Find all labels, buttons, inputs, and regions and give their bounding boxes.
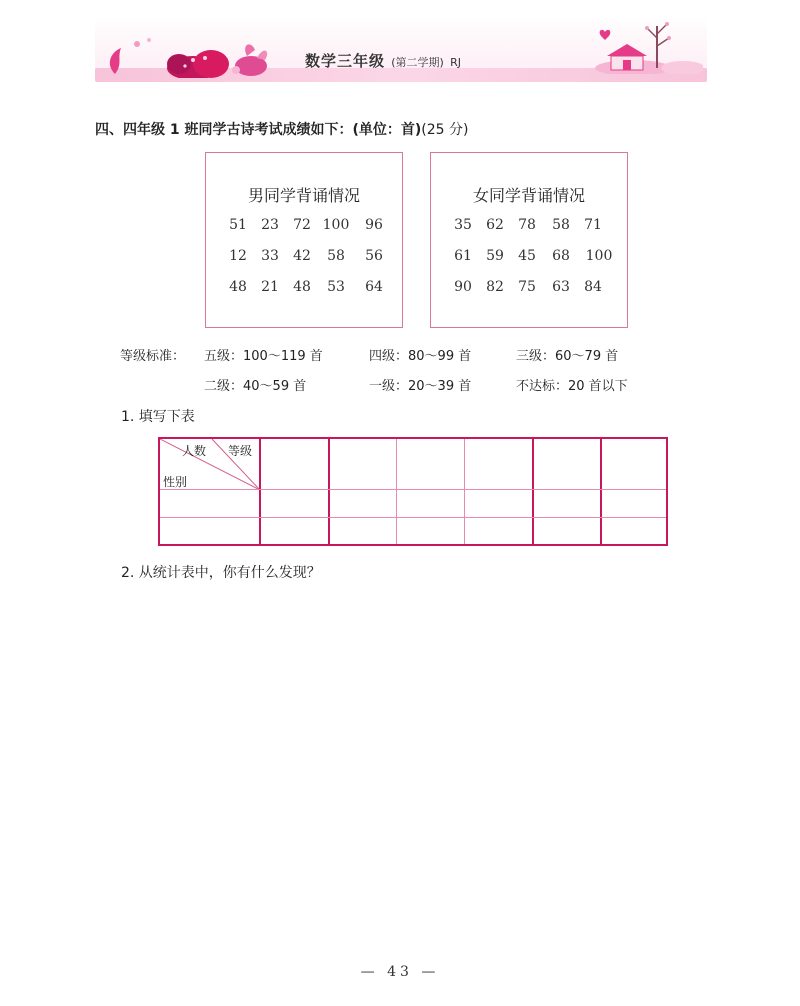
score-cell: 53 xyxy=(327,279,345,295)
table-cell-row1[interactable] xyxy=(260,490,328,517)
score-cell: 33 xyxy=(261,248,279,264)
sub-question-2: 2. 从统计表中，你有什么发现？ xyxy=(121,565,321,581)
banner-title xyxy=(305,50,461,71)
page-number: — 43 — xyxy=(360,964,440,980)
boys-score-box xyxy=(205,152,403,328)
table-cell-row2[interactable] xyxy=(260,518,328,544)
score-cell: 61 xyxy=(454,248,472,264)
score-cell: 51 xyxy=(229,217,247,233)
standard-grade-2: 二级：40～59 首 xyxy=(204,379,307,394)
banner-title-edition: RJ xyxy=(450,56,461,69)
table-vline xyxy=(396,439,397,544)
right-house-tree-decoration-icon xyxy=(593,16,703,74)
score-cell: 58 xyxy=(327,248,345,264)
score-cell: 59 xyxy=(486,248,504,264)
score-cell: 75 xyxy=(518,279,536,295)
girls-score-box xyxy=(430,152,628,328)
score-cell: 56 xyxy=(365,248,383,264)
sub-question-1: 1. 填写下表 xyxy=(121,409,195,425)
boys-row-3 xyxy=(220,279,390,299)
table-hline xyxy=(160,517,666,518)
standard-grade-5: 五级：100～119 首 xyxy=(204,349,323,364)
table-header-count: 人数 xyxy=(182,444,207,458)
score-cell: 71 xyxy=(584,217,602,233)
standard-grade-4: 四级：80～99 首 xyxy=(369,349,472,364)
boys-box-title: 男同学背诵情况 xyxy=(247,186,360,205)
score-cell: 23 xyxy=(261,217,279,233)
left-flower-decoration-icon xyxy=(101,34,271,78)
question-heading-text: 四、四年级 1 班同学古诗考试成绩如下：(单位：首) xyxy=(95,122,422,138)
score-cell: 48 xyxy=(229,279,247,295)
boys-row-1 xyxy=(220,217,390,237)
score-cell: 12 xyxy=(229,248,247,264)
score-cell: 100 xyxy=(585,248,613,264)
score-cell: 78 xyxy=(518,217,536,233)
girls-box-title: 女同学背诵情况 xyxy=(472,186,585,205)
score-cell: 68 xyxy=(552,248,570,264)
score-cell: 72 xyxy=(293,217,311,233)
banner-title-main: 数学三年级 xyxy=(305,52,386,70)
header-banner xyxy=(95,14,707,86)
question-heading xyxy=(95,119,469,139)
table-hline xyxy=(160,489,666,490)
score-cell: 62 xyxy=(486,217,504,233)
score-cell: 100 xyxy=(322,217,350,233)
table-vline xyxy=(328,439,330,544)
banner-title-term: (第二学期) xyxy=(391,56,444,69)
fill-in-table xyxy=(158,437,668,546)
table-header-gender: 性别 xyxy=(163,475,188,489)
table-vline xyxy=(532,439,534,544)
score-cell: 48 xyxy=(293,279,311,295)
question-points: (25 分) xyxy=(421,122,469,138)
score-cell: 35 xyxy=(454,217,472,233)
score-cell: 21 xyxy=(261,279,279,295)
table-header-grade: 等级 xyxy=(228,444,253,458)
score-cell: 64 xyxy=(365,279,383,295)
score-cell: 58 xyxy=(552,217,570,233)
standard-grade-1: 一级：20～39 首 xyxy=(369,379,472,394)
standard-grade-3: 三级：60～79 首 xyxy=(516,349,619,364)
table-cell-grade-header[interactable] xyxy=(260,439,328,489)
table-vline xyxy=(464,439,465,544)
score-cell: 45 xyxy=(518,248,536,264)
score-cell: 63 xyxy=(552,279,570,295)
score-cell: 84 xyxy=(584,279,602,295)
score-cell: 82 xyxy=(486,279,504,295)
girls-row-3 xyxy=(445,279,615,299)
standards-label: 等级标准： xyxy=(120,349,186,364)
boys-row-2 xyxy=(220,248,390,268)
table-vline xyxy=(600,439,602,544)
standard-fail: 不达标：20 首以下 xyxy=(516,379,628,394)
girls-row-1 xyxy=(445,217,615,237)
score-cell: 96 xyxy=(365,217,383,233)
score-cell: 42 xyxy=(293,248,311,264)
girls-row-2 xyxy=(445,248,615,268)
score-cell: 90 xyxy=(454,279,472,295)
